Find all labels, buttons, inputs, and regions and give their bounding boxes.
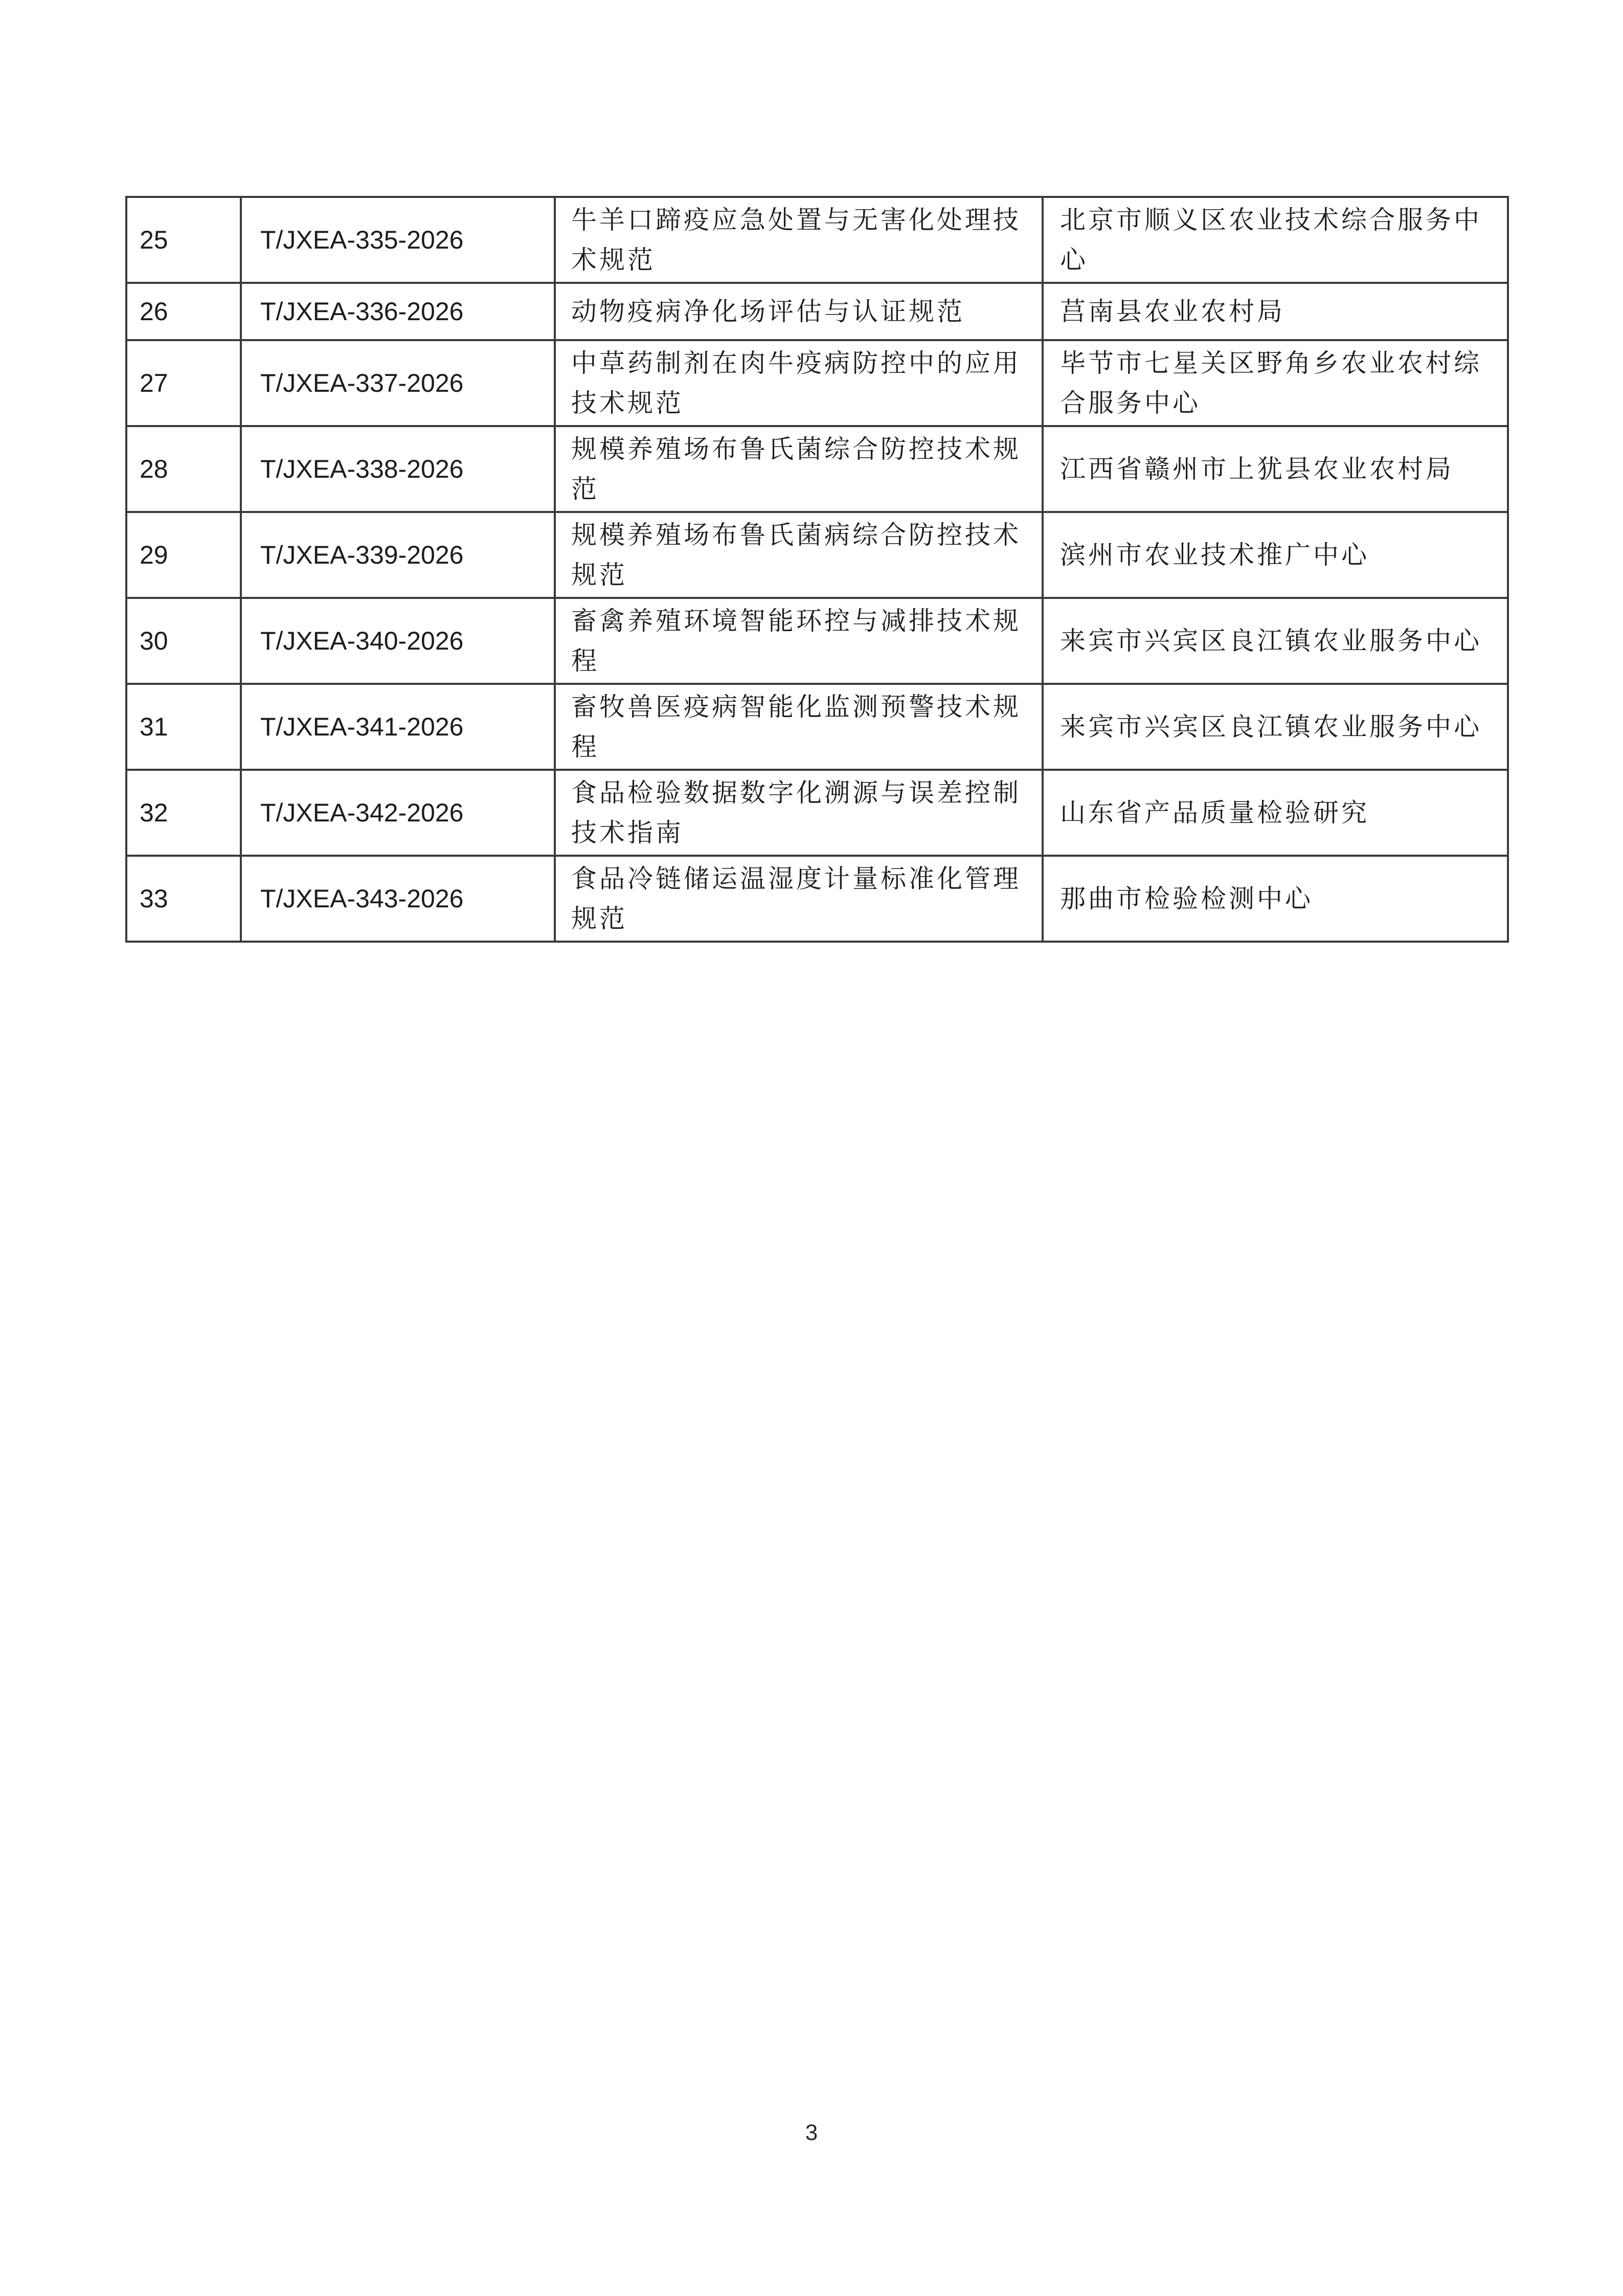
row-number: 30 <box>126 598 241 684</box>
drafting-organization: 那曲市检验检测中心 <box>1043 856 1508 942</box>
drafting-organization: 江西省赣州市上犹县农业农村局 <box>1043 426 1508 512</box>
row-number: 28 <box>126 426 241 512</box>
standard-code: T/JXEA-340-2026 <box>241 598 555 684</box>
table-row <box>126 684 1508 770</box>
standard-code: T/JXEA-341-2026 <box>241 684 555 770</box>
drafting-organization: 莒南县农业农村局 <box>1043 283 1508 340</box>
standard-name: 规模养殖场布鲁氏菌综合防控技术规范 <box>555 426 1043 512</box>
standard-name: 规模养殖场布鲁氏菌病综合防控技术规范 <box>555 512 1043 598</box>
drafting-organization: 山东省产品质量检验研究 <box>1043 770 1508 856</box>
standard-name: 牛羊口蹄疫应急处置与无害化处理技术规范 <box>555 197 1043 283</box>
row-number: 26 <box>126 283 241 340</box>
standard-code: T/JXEA-336-2026 <box>241 283 555 340</box>
row-number: 25 <box>126 197 241 283</box>
row-number: 31 <box>126 684 241 770</box>
row-number: 29 <box>126 512 241 598</box>
row-number: 32 <box>126 770 241 856</box>
table-row <box>126 340 1508 426</box>
table-row <box>126 512 1508 598</box>
drafting-organization: 毕节市七星关区野角乡农业农村综合服务中心 <box>1043 340 1508 426</box>
standard-name: 食品检验数据数字化溯源与误差控制技术指南 <box>555 770 1043 856</box>
standard-code: T/JXEA-337-2026 <box>241 340 555 426</box>
table-row <box>126 283 1508 340</box>
standard-name: 食品冷链储运温湿度计量标准化管理规范 <box>555 856 1043 942</box>
drafting-organization: 来宾市兴宾区良江镇农业服务中心 <box>1043 684 1508 770</box>
table-row <box>126 598 1508 684</box>
standard-name: 畜禽养殖环境智能环控与减排技术规程 <box>555 598 1043 684</box>
standard-code: T/JXEA-338-2026 <box>241 426 555 512</box>
drafting-organization: 滨州市农业技术推广中心 <box>1043 512 1508 598</box>
standards-table <box>125 196 1509 943</box>
standard-code: T/JXEA-339-2026 <box>241 512 555 598</box>
table-row <box>126 197 1508 283</box>
standard-code: T/JXEA-342-2026 <box>241 770 555 856</box>
table-row <box>126 770 1508 856</box>
table-row <box>126 426 1508 512</box>
page-number: 3 <box>805 2120 818 2145</box>
row-number: 33 <box>126 856 241 942</box>
standard-code: T/JXEA-335-2026 <box>241 197 555 283</box>
drafting-organization: 北京市顺义区农业技术综合服务中心 <box>1043 197 1508 283</box>
standard-name: 畜牧兽医疫病智能化监测预警技术规程 <box>555 684 1043 770</box>
drafting-organization: 来宾市兴宾区良江镇农业服务中心 <box>1043 598 1508 684</box>
row-number: 27 <box>126 340 241 426</box>
table-row <box>126 856 1508 942</box>
standard-code: T/JXEA-343-2026 <box>241 856 555 942</box>
standard-name: 动物疫病净化场评估与认证规范 <box>555 283 1043 340</box>
standard-name: 中草药制剂在肉牛疫病防控中的应用技术规范 <box>555 340 1043 426</box>
